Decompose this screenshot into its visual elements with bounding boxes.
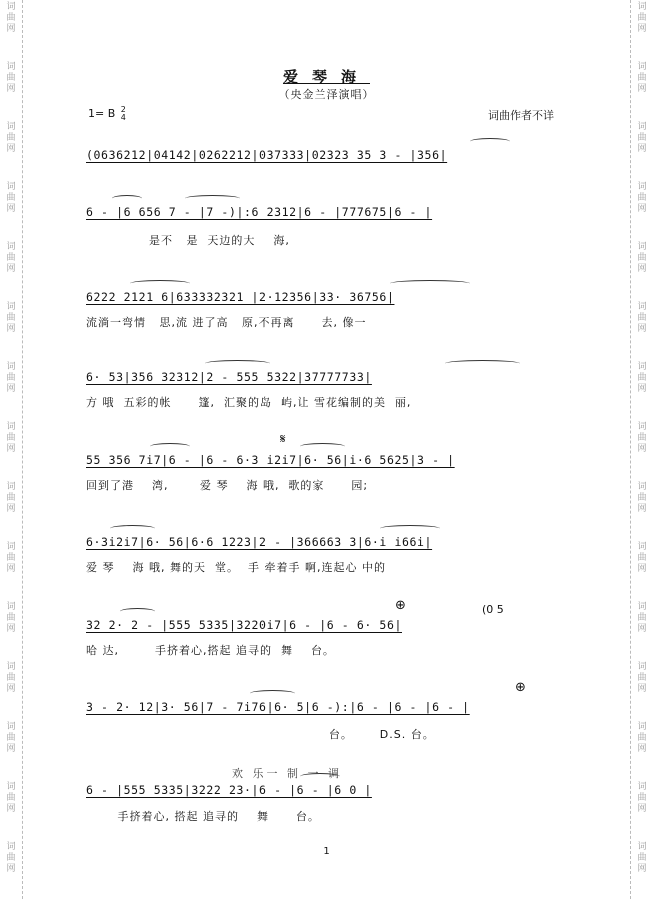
watermark-glyph: 词 曲 网 [637, 602, 647, 634]
lyric-row-5: 回到了港 湾, 爱 琴 海 哦, 歌的家 园; [86, 479, 369, 492]
watermark-glyph: 词 曲 网 [637, 182, 647, 214]
lyric-row-2: 是不 是 天边的大 海, [86, 234, 290, 247]
watermark-glyph: 词 曲 网 [6, 2, 16, 34]
watermark-glyph: 词 曲 网 [637, 122, 647, 154]
watermark-glyph: 词 曲 网 [6, 542, 16, 574]
watermark-glyph: 词 曲 网 [637, 62, 647, 94]
watermark-glyph: 词 曲 网 [637, 362, 647, 394]
notation-row-4: 6· 53|356 32312|2 - 555 5322|37777733| [86, 370, 372, 384]
slur-arc [380, 525, 440, 532]
watermark-glyph: 词 曲 网 [637, 242, 647, 274]
segno-mark: 𝄋 [280, 432, 286, 447]
lyric-row-8: 台。 D.S. 台。 [86, 728, 435, 741]
watermark-glyph: 词 曲 网 [6, 602, 16, 634]
notation-row-6: 6·3i2i7|6· 56|6·6 1223|2 - |366663 3|6·i i66i| [86, 535, 433, 549]
watermark-glyph: 词 曲 网 [6, 482, 16, 514]
slur-arc [250, 690, 295, 697]
watermark-glyph: 词 曲 网 [637, 2, 647, 34]
watermark-glyph: 词 曲 网 [6, 722, 16, 754]
key-label: 1= B [88, 107, 116, 120]
time-sig-top: 2 [120, 105, 126, 114]
slur-arc [185, 195, 240, 202]
notation-row-3: 6222 2121 6|633332321 |2·12356|33· 36756| [86, 290, 395, 304]
slur-arc [150, 443, 190, 450]
coda-mark-2: ⊕ [515, 680, 526, 695]
watermark-glyph: 词 曲 网 [637, 482, 647, 514]
page-number: 1 [323, 846, 330, 857]
watermark-glyph: 词 曲 网 [6, 242, 16, 274]
watermark-glyph: 词 曲 网 [6, 122, 16, 154]
slur-arc [110, 525, 155, 532]
slur-arc [390, 280, 470, 287]
notation-row-8: 3 - 2· 12|3· 56|7 - 7i76|6· 5|6 -):|6 - |6 - |6 - | [86, 700, 470, 714]
notation-row-5: 55 356 7i7|6 - |6 - 6·3 i2i7|6· 56|i·6 5625|3 - | [86, 453, 455, 467]
lyric-row-4: 方 哦 五彩的帐 篷, 汇聚的岛 屿,让 雪花编制的美 丽, [86, 396, 412, 409]
slur-arc [130, 280, 190, 287]
watermark-glyph: 词 曲 网 [6, 842, 16, 874]
time-signature [121, 106, 126, 122]
watermark-glyph: 词 曲 网 [6, 62, 16, 94]
time-sig-bottom: 4 [120, 113, 126, 122]
lyric-row-7: 哈 达, 手挤着心,搭起 追寻的 舞 台。 [86, 644, 335, 657]
key-signature [88, 106, 126, 122]
row9-header: 欢 乐一 制 一 调 [232, 767, 342, 780]
watermark-glyph: 词 曲 网 [637, 722, 647, 754]
row7-tail-annotation: (0 5 [482, 603, 504, 616]
watermark-glyph: 词 曲 网 [637, 662, 647, 694]
notation-row-2: 6 - |6 656 7 - |7 -)|:6 2312|6 - |777675|6 - | [86, 205, 433, 219]
slur-arc [300, 773, 340, 780]
watermark-glyph: 词 曲 网 [6, 302, 16, 334]
watermark-glyph: 词 曲 网 [6, 782, 16, 814]
watermark-glyph: 词 曲 网 [637, 842, 647, 874]
watermark-glyph: 词 曲 网 [637, 542, 647, 574]
slur-arc [112, 195, 142, 202]
lyric-row-6: 爱 琴 海 哦, 舞的天 堂。 手 牵着手 啊,连起心 中的 [86, 561, 386, 574]
coda-mark: ⊕ [395, 598, 406, 613]
slur-arc [205, 360, 270, 367]
credit-line: 词曲作者不详 [488, 109, 554, 122]
slur-arc [470, 138, 510, 145]
watermark-glyph: 词 曲 网 [637, 422, 647, 454]
lyric-row-9: 手挤着心, 搭起 追寻的 舞 台。 [86, 810, 320, 823]
notation-row-7: 32 2· 2 - |555 5335|3220i7|6 - |6 - 6· 56| [86, 618, 402, 632]
notation-row-1: (0636212|04142|0262212|037333|02323 35 3 - |356| [86, 148, 448, 162]
watermark-glyph: 词 曲 网 [637, 302, 647, 334]
watermark-glyph: 词 曲 网 [6, 182, 16, 214]
watermark-glyph: 词 曲 网 [637, 782, 647, 814]
watermark-glyph: 词 曲 网 [6, 662, 16, 694]
lyric-row-3: 流淌一弯情 思,流 进了高 原,不再离 去, 像一 [86, 316, 367, 329]
song-title: 爱琴海 [282, 68, 370, 86]
slur-arc [445, 360, 520, 367]
watermark-glyph: 词 曲 网 [6, 422, 16, 454]
watermark-glyph: 词 曲 网 [6, 362, 16, 394]
song-subtitle: （央金兰泽演唱） [278, 88, 375, 101]
slur-arc [300, 443, 345, 450]
notation-row-9: 6 - |555 5335|3222 23·|6 - |6 - |6 0 | [86, 783, 372, 797]
slur-arc [120, 608, 155, 615]
